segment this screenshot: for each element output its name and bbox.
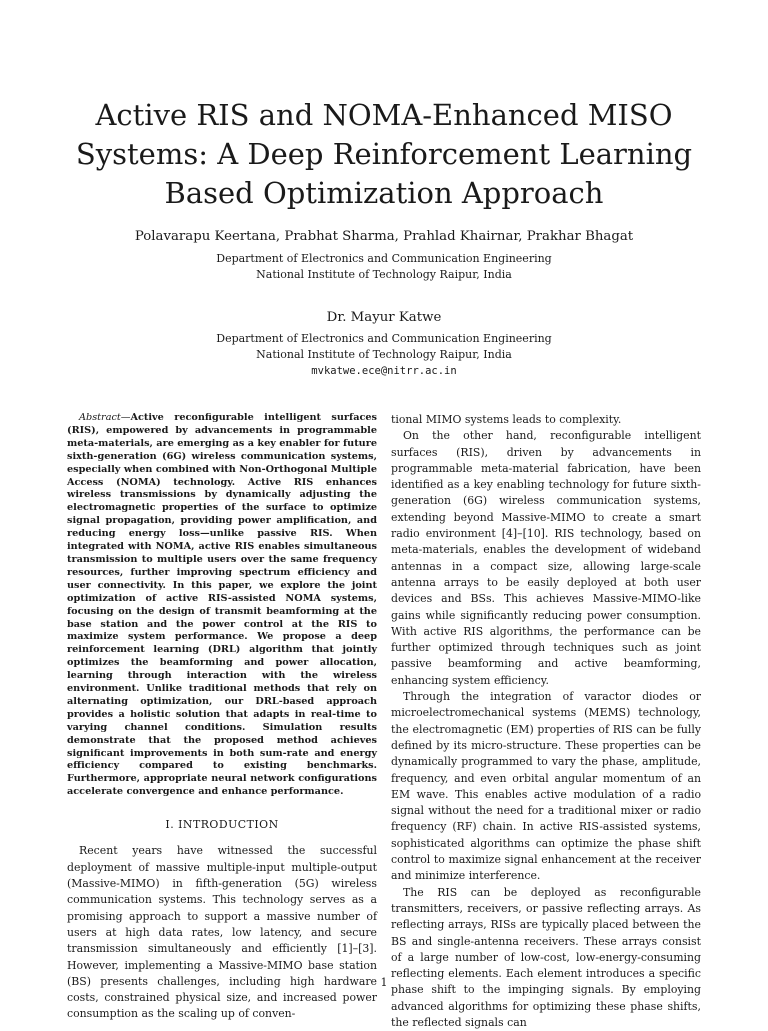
section-heading-introduction: I. INTRODUCTION [165, 818, 279, 832]
body-paragraph: tional MIMO systems leads to complexity. [391, 413, 622, 426]
affiliation-block-2 [40, 331, 728, 379]
affiliation-block [40, 251, 728, 283]
author-list: Polavarapu Keertana, Prabhat Sharma, Prahlad Khairnar, Prakhar Bhagat [134, 229, 634, 244]
affiliation-department: Department of Electronics and Communication Engineering [216, 332, 552, 345]
body-paragraph: Recent years have witnessed the successful deployment of massive multiple-input multiple-output (Massive-MIMO) in fifth-generation (5G) wireless communication systems. This technology serves as a promising approach to support a massive number of users at high data rates, low latency, and secure transmission simultaneously and efficiently [1]–[3]. However, implementing a Massive-MIMO base station (BS) presents challenges, including high hardware costs, constrained physical size, and increased power consumption as the scaling up of conven- [67, 844, 377, 1021]
abstract [67, 412, 377, 799]
title-line: Based Optimization Approach [164, 176, 604, 210]
body-paragraph: Through the integration of varactor diodes or microelectromechanical systems (MEMS) technology, the electromagnetic (EM) properties of RIS can be fully defined by its micro-structure. These properties can be dynamically programmed to vary the phase, amplitude, frequency, and even orbital angular momentum of an EM wave. This enables active modulation of a radio signal without the need for a traditional mixer or radio frequency (RF) chain. In active RIS-assisted systems, sophisticated algorithms can optimize the phase shift control to maximize signal enhancement at the receiver and minimize interference. [391, 690, 701, 883]
abstract-text: Active reconfigurable intelligent surfaces (RIS), empowered by advancements in programmable meta-materials, are emerging as a key enabler for future sixth-generation (6G) wireless communication systems, especially when combined with Non-Orthogonal Multiple Access (NOMA) technology. Active RIS enhances wireless transmissions by dynamically adjusting the electromagnetic properties of the surface to optimize signal propagation, providing power amplification, and reducing energy loss—unlike passive RIS. When integrated with NOMA, active RIS enables simultaneous transmission to multiple users over the same frequency resources, further improving spectrum efficiency and user connectivity. In this paper, we explore the joint optimization of active RIS-assisted NOMA systems, focusing on the design of transmit beamforming at the base station and the power control at the RIS to maximize system performance. We propose a deep reinforcement learning (DRL) algorithm that jointly optimizes the beamforming and power allocation, learning through interaction with the wireless environment. Unlike traditional methods that rely on alternating optimization, our DRL-based approach provides a holistic solution that adapts in real-time to varying channel conditions. Simulation results demonstrate that the proposed method achieves significant improvements in both sum-rate and energy efficiency compared to existing benchmarks. Furthermore, appropriate neural network configurations accelerate convergence and enhance performance. [67, 412, 377, 798]
affiliation-department: Department of Electronics and Communication Engineering [216, 252, 552, 265]
body-paragraph: On the other hand, reconfigurable intelligent surfaces (RIS), driven by advancements in programmable meta-material fabrication, have been identified as a key enabling technology for future sixth-generation (6G) wireless communication systems, extending beyond Massive-MIMO to create a smart radio environment [4]–[10]. RIS technology, based on meta-materials, enables the development of wideband antennas in a compact size, allowing large-scale antenna arrays to be easily deployed at both user devices and BSs. This achieves Massive-MIMO-like gains while significantly reducing power consumption. With active RIS algorithms, the performance can be further optimized through techniques such as joint passive beamforming and active beamforming, enhancing system efficiency. [391, 429, 701, 687]
body-paragraph: The RIS can be deployed as reconfigurable transmitters, receivers, or passive reflecting arrays. As reflecting arrays, RISs are typically placed between the BS and single-antenna receivers. These arrays consist of a large number of low-cost, low-energy-consuming reflecting elements. Each element introduces a specific phase shift to the impinging signals. By employing advanced algorithms for optimizing these phase shifts, the reflected signals can [391, 885, 701, 1029]
page-number: 1 [380, 976, 388, 989]
title-line: Systems: A Deep Reinforcement Learning [75, 137, 693, 171]
left-column [67, 412, 377, 1023]
affiliation-institute: National Institute of Technology Raipur, India [256, 348, 512, 361]
paper-title [40, 96, 728, 213]
second-author: Dr. Mayur Katwe [326, 310, 442, 325]
affiliation-institute: National Institute of Technology Raipur, India [256, 268, 512, 281]
title-line: Active RIS and NOMA-Enhanced MISO [95, 98, 673, 132]
right-column [391, 412, 701, 1031]
author-email[interactable]: mvkatwe.ece@nitrr.ac.in [311, 365, 457, 377]
abstract-label: Abstract— [79, 412, 131, 423]
